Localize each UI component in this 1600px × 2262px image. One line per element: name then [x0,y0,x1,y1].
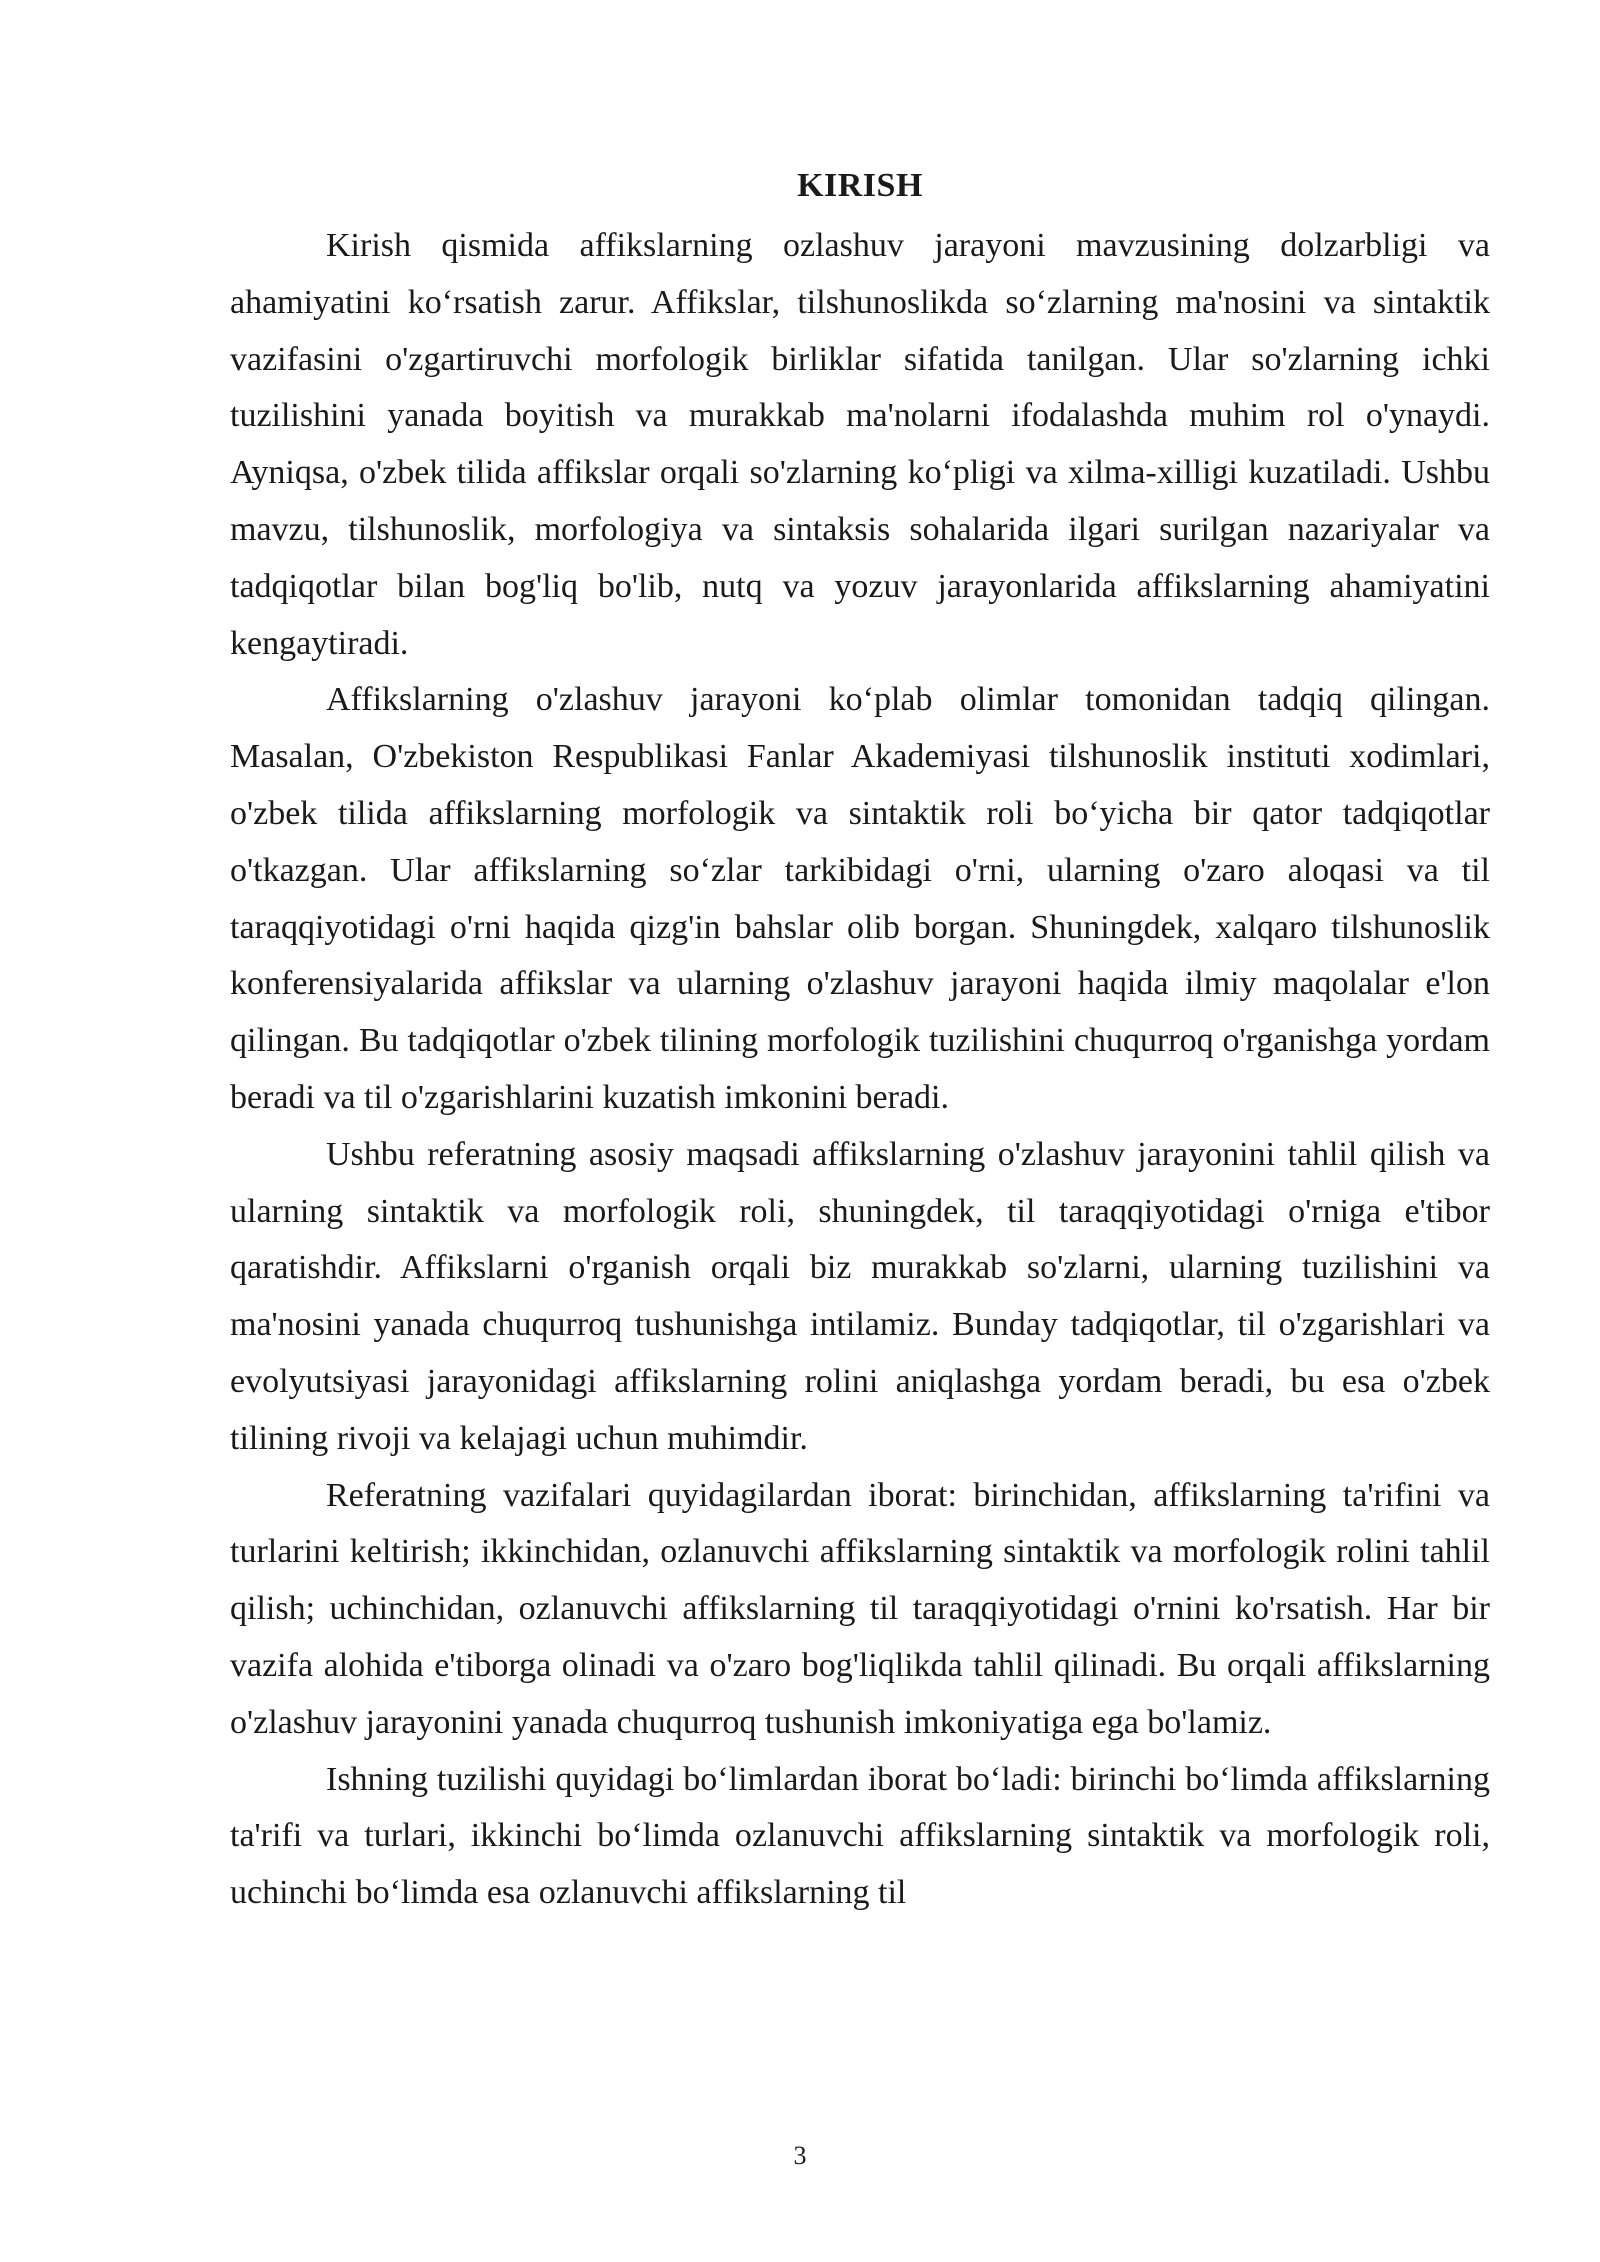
paragraph-intro: Kirish qismida affikslarning ozlashuv jarayoni mavzusining dolzarbligi va ahamiyatini koʻrsatish zarur. Affikslar, tilshunoslikda soʻzlarning ma'nosini va sintaktik vazifasini o'zgartiruvchi morfologik birliklar sifatida tanilgan. Ular so'zlarning ichki tuzilishini yanada boyitish va murakkab ma'nolarni ifodalashda muhim rol o'ynaydi. Ayniqsa, o'zbek tilida affikslar orqali so'zlarning koʻpligi va xilma-xilligi kuzatiladi. Ushbu mavzu, tilshunoslik, morfologiya va sintaksis sohalarida ilgari surilgan nazariyalar va tadqiqotlar bilan bog'liq bo'lib, nutq va yozuv jarayonlarida affikslarning ahamiyatini kengaytiradi. [230,227,1490,662]
paragraph-structure: Ishning tuzilishi quyidagi boʻlimlardan iborat boʻladi: birinchi boʻlimda affikslarning ta'rifi va turlari, ikkinchi boʻlimda ozlanuvchi affikslarning sintaktik va morfologik roli, uchinchi boʻlimda esa ozlanuvchi affikslarning til [230,1760,1490,1912]
page-number: 3 [793,2141,807,2170]
page-content [230,160,1490,1922]
paragraph-tasks: Referatning vazifalari quyidagilardan iborat: birinchidan, affikslarning ta'rifini va turlarini keltirish; ikkinchidan, ozlanuvchi affikslarning sintaktik va morfologik rolini tahlil qilish; uchinchidan, ozlanuvchi affikslarning til taraqqiyotidagi o'rnini ko'rsatish. Har bir vazifa alohida e'tiborga olinadi va o'zaro bog'liqlikda tahlil qilinadi. Bu orqali affikslarning o'zlashuv jarayonini yanada chuqurroq tushunish imkoniyatiga ega bo'lamiz. [230,1476,1490,1741]
paragraph-goal: Ushbu referatning asosiy maqsadi affikslarning o'zlashuv jarayonini tahlil qilish va ularning sintaktik va morfologik roli, shuningdek, til taraqqiyotidagi o'rniga e'tibor qaratishdir. Affikslarni o'rganish orqali biz murakkab so'zlarni, ularning tuzilishini va ma'nosini yanada chuqurroq tushunishga intilamiz. Bunday tadqiqotlar, til o'zgarishlari va evolyutsiyasi jarayonidagi affikslarning rolini aniqlashga yordam beradi, bu esa o'zbek tilining rivoji va kelajagi uchun muhimdir. [230,1135,1490,1457]
paragraph-research: Affikslarning o'zlashuv jarayoni koʻplab olimlar tomonidan tadqiq qilingan. Masalan, O'zbekiston Respublikasi Fanlar Akademiyasi tilshunoslik instituti xodimlari, o'zbek tilida affikslarning morfologik va sintaktik roli boʻyicha bir qator tadqiqotlar o'tkazgan. Ular affikslarning soʻzlar tarkibidagi o'rni, ularning o'zaro aloqasi va til taraqqiyotidagi o'rni haqida qizg'in bahslar olib borgan. Shuningdek, xalqaro tilshunoslik konferensiyalarida affikslar va ularning o'zlashuv jarayoni haqida ilmiy maqolalar e'lon qilingan. Bu tadqiqotlar o'zbek tilining morfologik tuzilishini chuqurroq o'rganishga yordam beradi va til o'zgarishlarini kuzatish imkonini beradi. [230,681,1490,1116]
section-title: KIRISH [797,167,923,204]
